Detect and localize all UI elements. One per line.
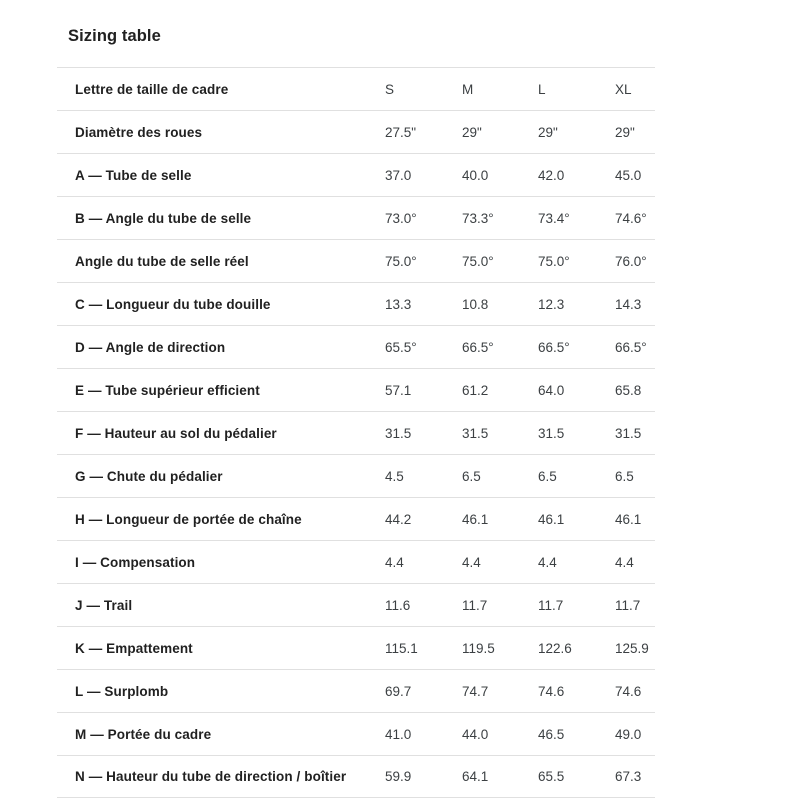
table-row <box>57 626 655 669</box>
row-label: B — Angle du tube de selle <box>75 210 252 226</box>
row-label: M — Portée du cadre <box>75 726 212 742</box>
cell-value-l: 74.6 <box>538 683 565 699</box>
row-label: E — Tube supérieur efficient <box>75 382 260 398</box>
cell-value-m: 40.0 <box>462 167 489 183</box>
cell-value-xl: 49.0 <box>615 726 642 742</box>
row-label: L — Surplomb <box>75 683 169 699</box>
row-label: Lettre de taille de cadre <box>75 81 229 97</box>
row-label: A — Tube de selle <box>75 167 192 183</box>
table-row <box>57 583 655 626</box>
cell-value-xl: 11.7 <box>615 597 641 613</box>
cell-value-s: 4.5 <box>385 468 404 484</box>
cell-value-l: 73.4° <box>538 210 570 226</box>
table-row <box>57 368 655 411</box>
cell-value-xl: 67.3 <box>615 769 642 784</box>
cell-value-m: M <box>462 81 474 97</box>
table-row <box>57 497 655 540</box>
cell-value-m: 11.7 <box>462 597 488 613</box>
cell-value-l: 65.5 <box>538 769 565 784</box>
row-label: C — Longueur du tube douille <box>75 296 271 312</box>
cell-value-xl: 125.9 <box>615 640 649 656</box>
row-label: G — Chute du pédalier <box>75 468 223 484</box>
cell-value-m: 4.4 <box>462 554 481 570</box>
table-row <box>57 669 655 712</box>
cell-value-m: 6.5 <box>462 468 481 484</box>
cell-value-xl: 66.5° <box>615 339 647 355</box>
cell-value-s: 115.1 <box>385 640 418 656</box>
row-label: Diamètre des roues <box>75 124 203 140</box>
row-label: F — Hauteur au sol du pédalier <box>75 425 277 441</box>
cell-value-l: L <box>538 81 546 97</box>
row-label: Angle du tube de selle réel <box>75 253 249 269</box>
table-row <box>57 755 655 798</box>
cell-value-s: 44.2 <box>385 511 412 527</box>
cell-value-xl: 4.4 <box>615 554 634 570</box>
row-label: D — Angle de direction <box>75 339 226 355</box>
cell-value-s: 75.0° <box>385 253 417 269</box>
cell-value-l: 31.5 <box>538 425 565 441</box>
cell-value-xl: 14.3 <box>615 296 642 312</box>
cell-value-xl: 6.5 <box>615 468 634 484</box>
page-title: Sizing table <box>68 27 161 45</box>
cell-value-m: 74.7 <box>462 683 489 699</box>
cell-value-m: 61.2 <box>462 382 489 398</box>
cell-value-m: 44.0 <box>462 726 489 742</box>
cell-value-xl: 31.5 <box>615 425 642 441</box>
table-row <box>57 325 655 368</box>
table-row <box>57 153 655 196</box>
cell-value-m: 75.0° <box>462 253 494 269</box>
table-row <box>57 454 655 497</box>
cell-value-m: 29" <box>462 124 482 140</box>
cell-value-l: 11.7 <box>538 597 564 613</box>
row-label: N — Hauteur du tube de direction / boîtier <box>75 769 347 784</box>
cell-value-s: 57.1 <box>385 382 412 398</box>
row-label: J — Trail <box>75 597 133 613</box>
cell-value-m: 119.5 <box>462 640 495 656</box>
cell-value-xl: 65.8 <box>615 382 642 398</box>
cell-value-m: 10.8 <box>462 296 489 312</box>
cell-value-m: 46.1 <box>462 511 489 527</box>
cell-value-s: 69.7 <box>385 683 412 699</box>
cell-value-xl: 46.1 <box>615 511 642 527</box>
table-row <box>57 411 655 454</box>
cell-value-s: 31.5 <box>385 425 412 441</box>
cell-value-m: 64.1 <box>462 769 489 784</box>
cell-value-l: 64.0 <box>538 382 565 398</box>
row-label: K — Empattement <box>75 640 193 656</box>
cell-value-s: 41.0 <box>385 726 412 742</box>
table-row <box>57 67 655 110</box>
cell-value-xl: 76.0° <box>615 253 647 269</box>
row-label: H — Longueur de portée de chaîne <box>75 511 302 527</box>
cell-value-m: 73.3° <box>462 210 494 226</box>
cell-value-l: 29" <box>538 124 558 140</box>
table-row <box>57 282 655 325</box>
cell-value-l: 4.4 <box>538 554 557 570</box>
cell-value-l: 122.6 <box>538 640 572 656</box>
cell-value-xl: 45.0 <box>615 167 642 183</box>
table-row <box>57 712 655 755</box>
cell-value-xl: 74.6 <box>615 683 642 699</box>
cell-value-s: 13.3 <box>385 296 412 312</box>
table-row <box>57 110 655 153</box>
cell-value-xl: XL <box>615 81 632 97</box>
cell-value-m: 66.5° <box>462 339 494 355</box>
cell-value-l: 75.0° <box>538 253 570 269</box>
cell-value-s: 65.5° <box>385 339 417 355</box>
cell-value-s: 4.4 <box>385 554 404 570</box>
cell-value-s: 37.0 <box>385 167 412 183</box>
cell-value-l: 12.3 <box>538 296 565 312</box>
cell-value-l: 46.5 <box>538 726 565 742</box>
cell-value-l: 6.5 <box>538 468 557 484</box>
cell-value-xl: 29" <box>615 124 635 140</box>
cell-value-l: 66.5° <box>538 339 570 355</box>
row-label: I — Compensation <box>75 554 196 570</box>
table-row <box>57 239 655 282</box>
cell-value-xl: 74.6° <box>615 210 647 226</box>
cell-value-s: 73.0° <box>385 210 417 226</box>
table-row <box>57 196 655 239</box>
cell-value-l: 42.0 <box>538 167 565 183</box>
cell-value-s: 59.9 <box>385 769 412 784</box>
cell-value-s: S <box>385 81 395 97</box>
sizing-table <box>57 67 655 798</box>
cell-value-s: 11.6 <box>385 597 411 613</box>
cell-value-l: 46.1 <box>538 511 565 527</box>
table-row <box>57 540 655 583</box>
cell-value-s: 27.5" <box>385 124 417 140</box>
cell-value-m: 31.5 <box>462 425 489 441</box>
